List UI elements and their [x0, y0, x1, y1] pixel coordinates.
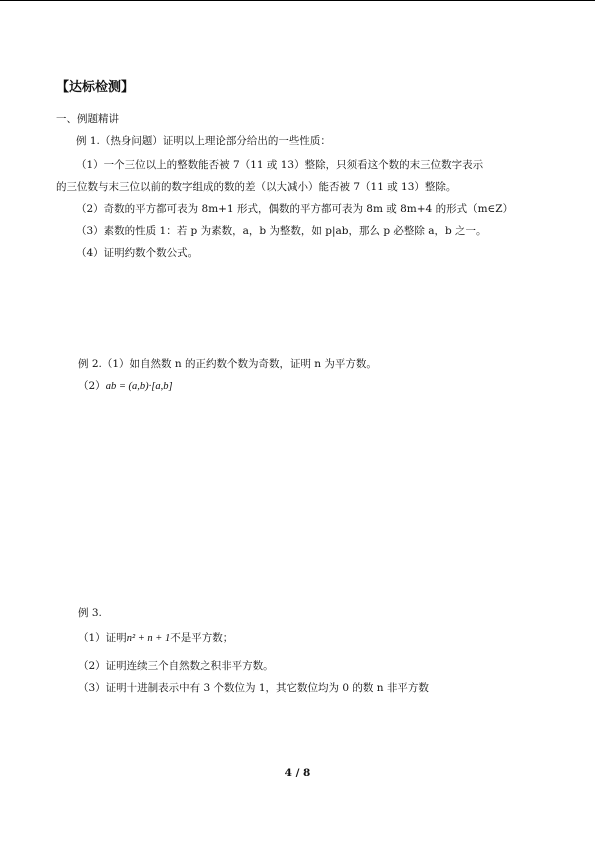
example1-item4: （4）证明约数个数公式。 [76, 247, 199, 259]
section-heading: 【达标检测】 [56, 80, 135, 95]
example3-item3: （3）证明十进制表示中有 3 个数位为 1，其它数位均为 0 的数 n 非平方数 [78, 682, 429, 694]
example1-item2: （2）奇数的平方都可表为 8m+1 形式，偶数的平方都可表为 8m 或 8m+4 的形式（m∈Z） [76, 203, 514, 215]
example2-item2-label: （2） [78, 380, 106, 392]
example1-item1-line2: 的三位数与末三位以前的数字组成的数的差（以大减小）能否被 7（11 或 13）整除。 [56, 181, 457, 193]
example2-item1: 例 2.（1）如自然数 n 的正约数个数为奇数，证明 n 为平方数。 [78, 358, 377, 370]
example3-title: 例 3. [78, 607, 102, 619]
example3-item1 [78, 631, 233, 646]
page-top-rule [0, 0, 595, 1]
page-number: 4 / 8 [284, 767, 311, 779]
example2-formula: ab = (a,b)·[a,b] [105, 381, 173, 392]
example2-item2 [78, 379, 173, 394]
example1-title: 例 1.（热身问题）证明以上理论部分给出的一些性质： [76, 135, 331, 147]
example3-item2: （2）证明连续三个自然数之积非平方数。 [78, 660, 274, 672]
example3-item1-prefix: （1）证明 [78, 632, 127, 644]
section-title: 一、例题精讲 [56, 113, 119, 125]
example1-item1-line1: （1）一个三位以上的整数能否被 7（11 或 13）整除，只须看这个数的末三位数字表示 [76, 159, 484, 171]
example3-item1-suffix: 不是平方数； [170, 632, 234, 644]
example1-item3: （3）素数的性质 1：若 p 为素数，a，b 为整数，如 p|ab，那么 p 必整除 a，b 之一。 [76, 225, 487, 237]
example3-formula: n² + n + 1 [126, 633, 171, 644]
